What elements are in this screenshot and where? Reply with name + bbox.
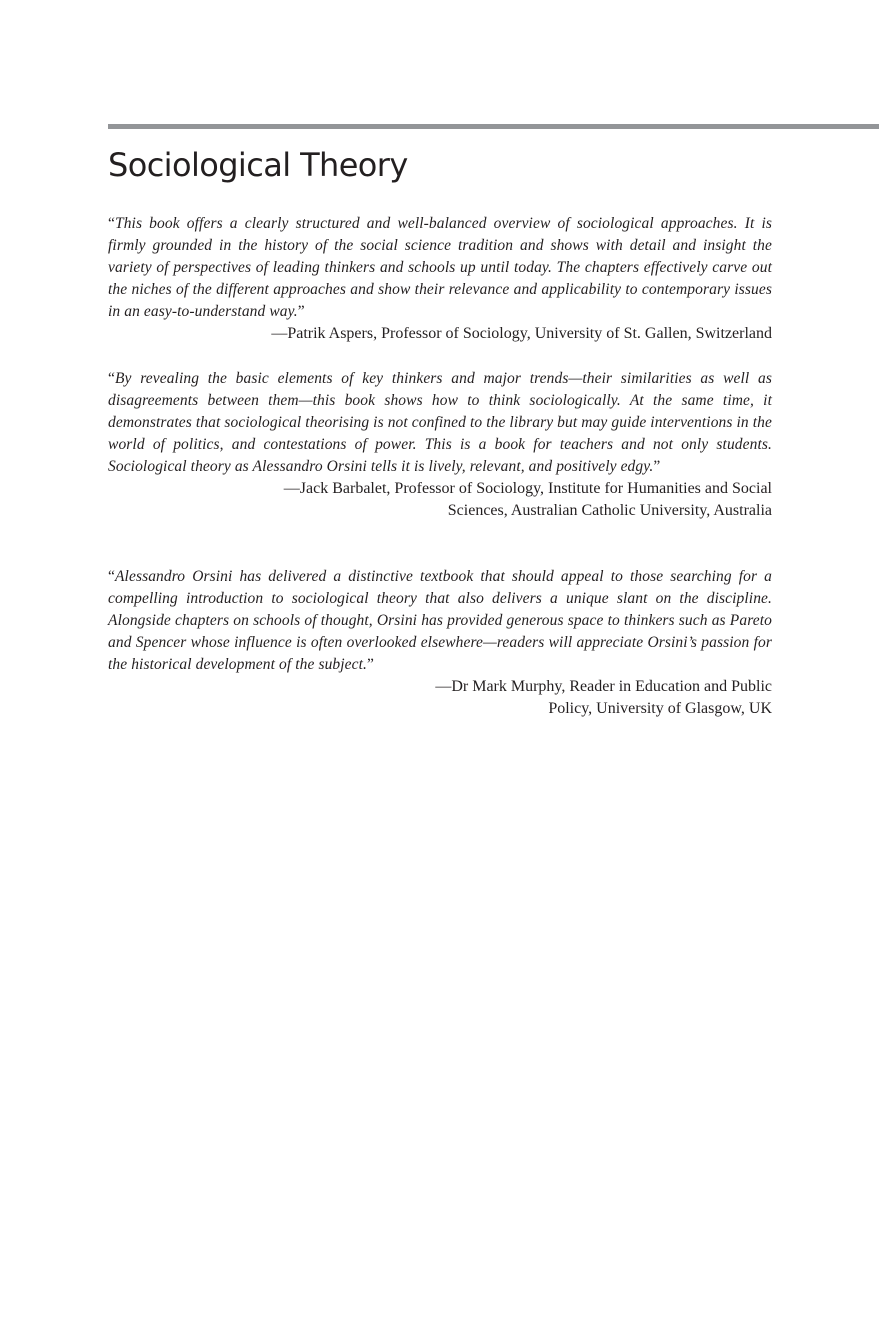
attribution-line: Policy, University of Glasgow, UK bbox=[548, 700, 772, 717]
endorsement-quote bbox=[108, 566, 772, 676]
open-quote-mark: “ bbox=[108, 370, 115, 387]
close-quote-mark: ” bbox=[297, 303, 305, 320]
attribution-line: Sciences, Australian Catholic University, Australia bbox=[447, 502, 772, 519]
endorsement-2 bbox=[108, 368, 772, 522]
endorsement-attribution bbox=[108, 478, 772, 522]
endorsement-1 bbox=[108, 213, 772, 345]
open-quote-mark: “ bbox=[108, 215, 115, 232]
attribution-line: —Jack Barbalet, Professor of Sociology, Institute for Humanities and Social bbox=[283, 480, 772, 497]
endorsement-attribution bbox=[108, 676, 772, 720]
endorsement-quote bbox=[108, 368, 772, 478]
quote-text: This book offers a clearly structured and well-balanced overview of sociological approaches. It is firmly grounded in the history of the social science tradition and shows with detail and insight the variety of perspectives of leading thinkers and schools up until today. The chapters effectively carve out the niches of the different approaches and show their relevance and applicability to contemporary issues in an easy-to-understand way. bbox=[108, 215, 772, 320]
attribution-line: —Dr Mark Murphy, Reader in Education and Public bbox=[435, 678, 772, 695]
open-quote-mark: “ bbox=[108, 568, 115, 585]
endorsement-quote bbox=[108, 213, 772, 323]
quote-text: By revealing the basic elements of key thinkers and major trends—their similarities as well as disagreements between them—this book shows how to think sociologically. At the same time, it demonstrates that sociological theorising is not confined to the library but may guide interventions in the world of politics, and contestations of power. This is a book for teachers and not only students. Sociological theory as Alessandro Orsini tells it is lively, relevant, and positively edgy. bbox=[108, 370, 772, 475]
quote-text: Alessandro Orsini has delivered a distinctive textbook that should appeal to those searching for a compelling introduction to sociological theory that also delivers a unique slant on the discipline. Alongside chapters on schools of thought, Orsini has provided generous space to thinkers such as Pareto and Spencer whose influence is often overlooked elsewhere—readers will appreciate Orsini’s passion for the historical development of the subject. bbox=[108, 568, 772, 673]
endorsement-3 bbox=[108, 566, 772, 720]
header-rule bbox=[108, 124, 879, 129]
attribution-line: —Patrik Aspers, Professor of Sociology, University of St. Gallen, Switzerland bbox=[271, 325, 772, 342]
close-quote-mark: ” bbox=[653, 458, 661, 475]
close-quote-mark: ” bbox=[367, 656, 375, 673]
page-title: Sociological Theory bbox=[108, 146, 408, 184]
endorsement-attribution bbox=[108, 323, 772, 345]
